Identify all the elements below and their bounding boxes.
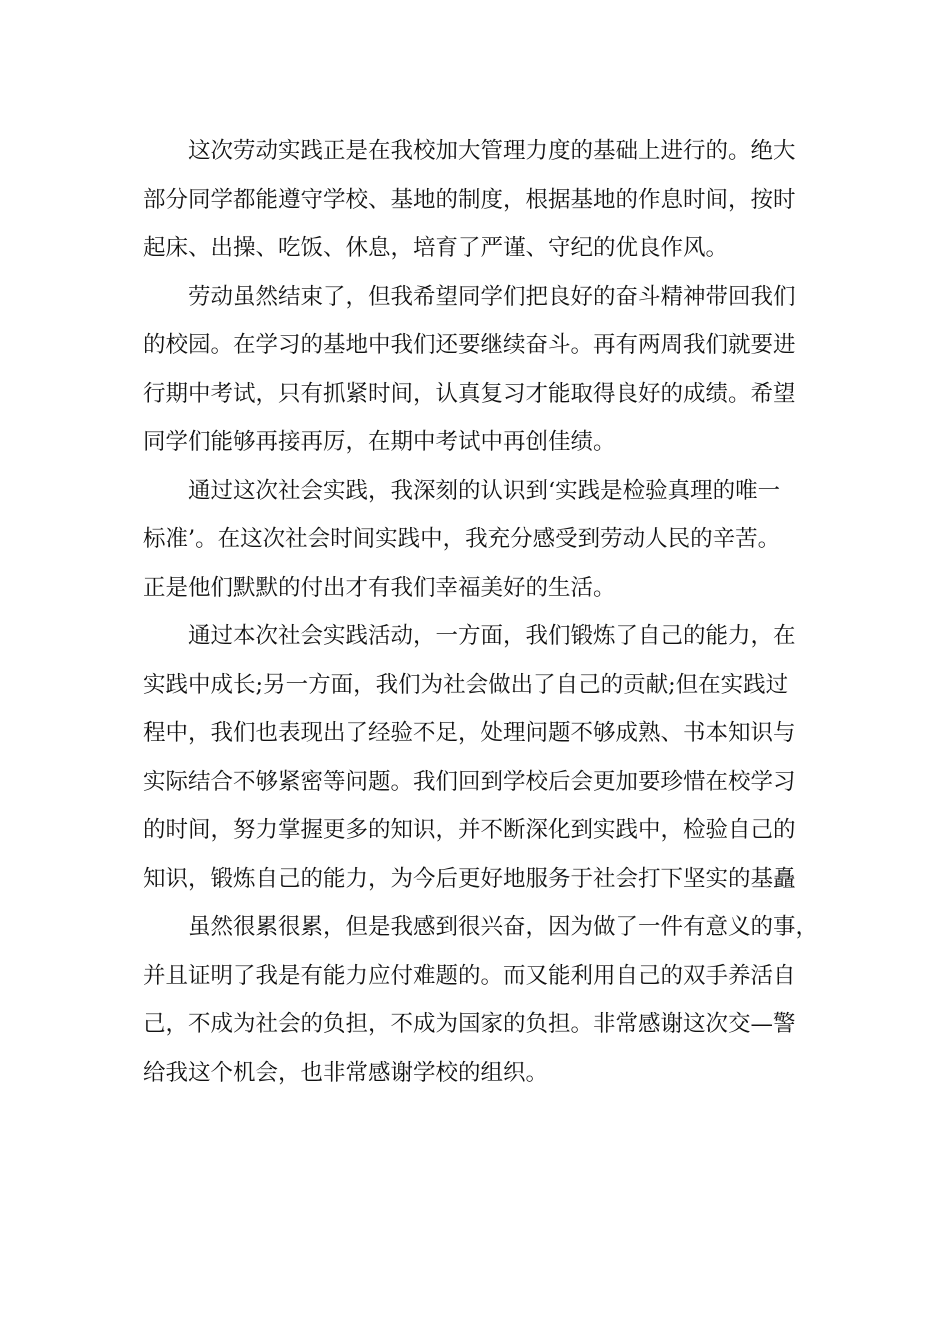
paragraph-3: 通过这次社会实践，我深刻的认识到‘实践是检验真理的唯一 标准’。在这次社会时间实践中，我充分感受到劳动人民的辛苦。 正是他们默默的付出才有我们幸福美好的生活。	[143, 477, 781, 601]
paragraph-5: 虽然很累很累，但是我感到很兴奋，因为做了一件有意义的事， 并且证明了我是有能力应付难题的。而又能利用自己的双手养活自 己，不成为社会的负担，不成为国家的负担。非常感谢这次交—警 给我这个机会，也非常感谢学校的组织。	[143, 914, 819, 1086]
document-body	[143, 127, 823, 1097]
paragraph-1: 这次劳动实践正是在我校加大管理力度的基础上进行的。绝大 部分同学都能遵守学校、基地的制度，根据基地的作息时间，按时 起床、出操、吃饭、休息，培育了严谨、守纪的优良作风。	[143, 138, 796, 261]
paragraph-2: 劳动虽然结束了，但我希望同学们把良好的奋斗精神带回我们 的校园。在学习的基地中我们还要继续奋斗。再有两周我们就要进 行期中考试，只有抓紧时间，认真复习才能取得良好的成绩。希望 同学们能够再接再厉，在期中考试中再创佳绩。	[143, 283, 796, 455]
paragraph-4: 通过本次社会实践活动，一方面，我们锻炼了自己的能力，在 实践中成长;另一方面，我们为社会做出了自己的贡献;但在实践过 程中，我们也表现出了经验不足，处理问题不够成熟、书本知识与 实际结合不够紧密等问题。我们回到学校后会更加要珍惜在校学习 的时间，努力掌握更多的知识，并不断深化到实践中，检验自己的 知识，锻炼自己的能力，为今后更好地服务于社会打下坚实的基矗	[143, 623, 796, 892]
